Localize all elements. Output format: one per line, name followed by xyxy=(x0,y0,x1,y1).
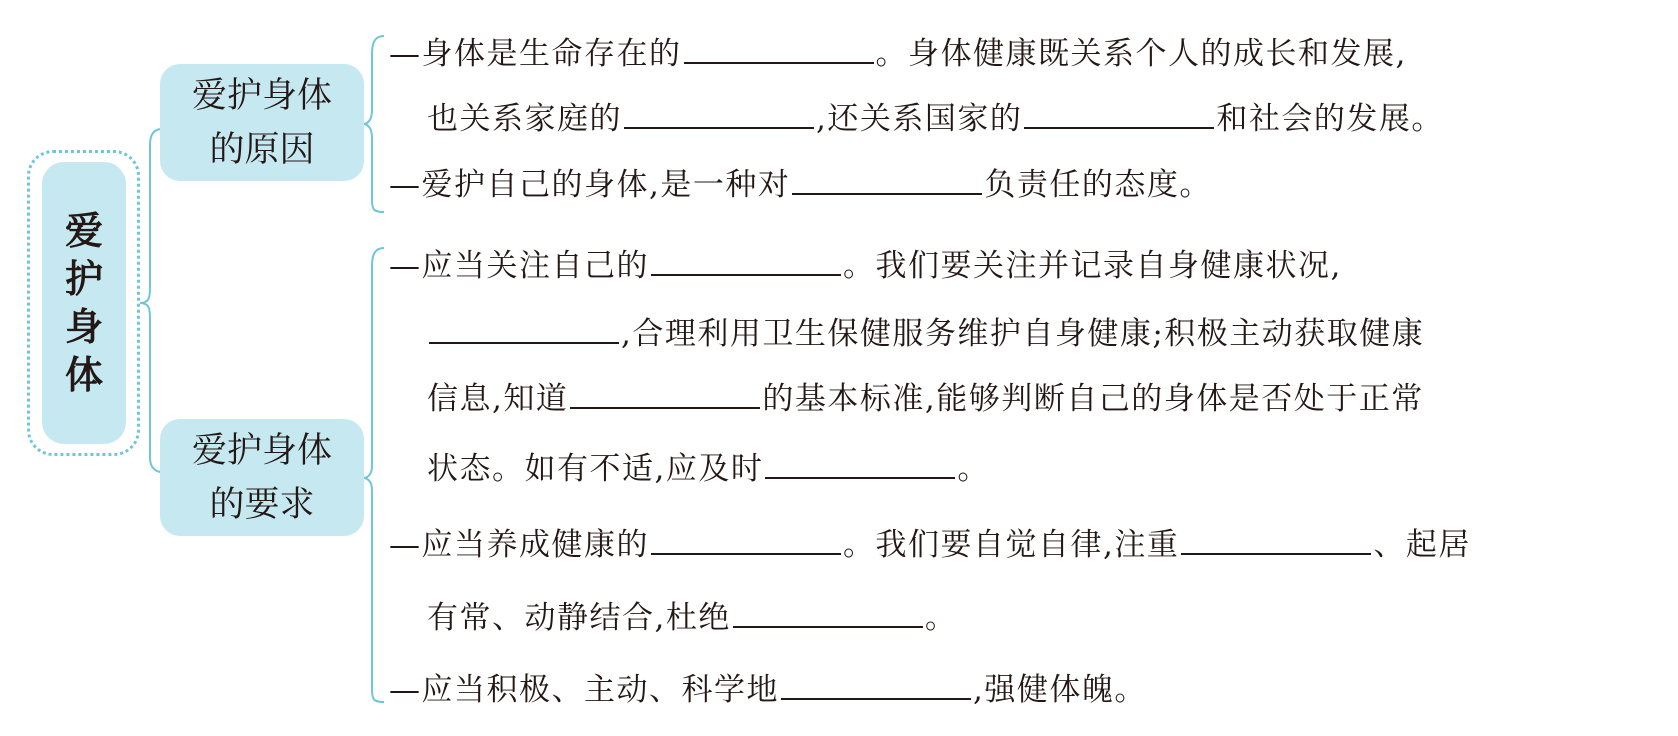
text-segment: —爱护自己的身体,是一种对 xyxy=(389,167,791,203)
text-segment: 有常、动静结合,杜绝 xyxy=(427,600,731,636)
fill-blank xyxy=(429,316,619,344)
root-node-label: 爱护身体 xyxy=(64,209,103,397)
text-segment: 。 xyxy=(957,451,990,487)
fill-blank xyxy=(765,451,955,479)
text-segment: 。我们要自觉自律,注重 xyxy=(843,527,1180,563)
fill-blank xyxy=(684,36,874,64)
text-segment: 的基本标准,能够判断自己的身体是否处于正常 xyxy=(762,381,1424,417)
text-segment: 也关系家庭的 xyxy=(427,101,622,137)
reason-line-2 xyxy=(427,86,1444,152)
fill-blank xyxy=(1181,527,1371,555)
fill-blank xyxy=(733,600,923,628)
requirement-line-3 xyxy=(427,366,1424,432)
text-segment: 状态。如有不适,应及时 xyxy=(427,451,764,487)
fill-blank xyxy=(651,248,841,276)
text-segment: 信息,知道 xyxy=(427,381,569,417)
text-segment: 。我们要关注并记录自身健康状况, xyxy=(843,248,1342,284)
fill-blank xyxy=(651,527,841,555)
text-segment: ,还关系国家的 xyxy=(816,101,1023,137)
text-segment: 、起居 xyxy=(1373,527,1471,563)
text-segment: 。 xyxy=(924,600,958,636)
text-segment: —应当关注自己的 xyxy=(389,248,649,284)
fill-blank xyxy=(1024,101,1214,129)
reason-line-1 xyxy=(389,21,1407,87)
branch-node-reasons xyxy=(160,64,364,181)
root-node xyxy=(42,162,126,444)
fill-blank xyxy=(624,101,814,129)
text-segment: —身体是生命存在的 xyxy=(389,36,682,72)
branch-label-reasons: 爱护身体的原因 xyxy=(191,75,332,170)
text-segment: ,合理利用卫生保健服务维护自身健康;积极主动获取健康 xyxy=(621,316,1425,352)
requirement-line-6 xyxy=(427,585,957,651)
fill-blank xyxy=(792,167,982,195)
text-segment: ,强健体魄。 xyxy=(973,672,1147,708)
requirement-line-5 xyxy=(389,512,1471,578)
text-segment: 。身体健康既关系个人的成长和发展, xyxy=(875,36,1407,72)
text-segment: —应当积极、主动、科学地 xyxy=(389,672,779,708)
text-segment: 负责任的态度。 xyxy=(984,167,1212,203)
requirement-line-7 xyxy=(389,657,1147,723)
requirement-line-4 xyxy=(427,436,990,502)
fill-blank xyxy=(570,381,760,409)
branch-node-requirements xyxy=(160,419,364,536)
text-segment: 和社会的发展。 xyxy=(1216,101,1444,137)
text-segment: —应当养成健康的 xyxy=(389,527,649,563)
requirement-line-2 xyxy=(427,301,1424,367)
reason-line-3 xyxy=(389,152,1212,218)
fill-blank xyxy=(781,672,971,700)
branch-label-requirements: 爱护身体的要求 xyxy=(191,430,332,525)
requirement-line-1 xyxy=(389,233,1342,299)
